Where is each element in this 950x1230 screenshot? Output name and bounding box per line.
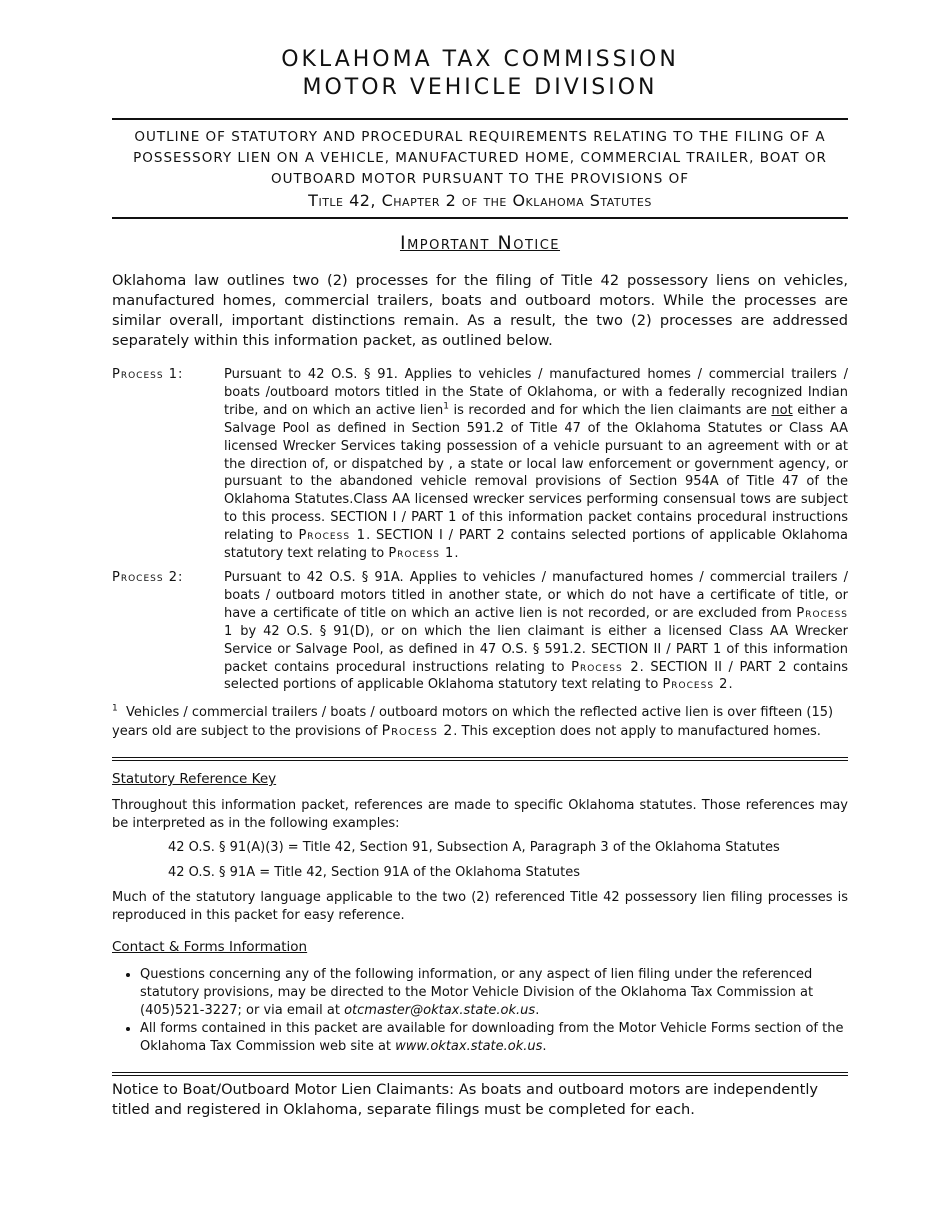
title-line-2: MOTOR VEHICLE DIVISION <box>302 75 658 100</box>
section-divider-1 <box>112 757 848 761</box>
intro-paragraph: Oklahoma law outlines two (2) processes for the filing of Title 42 possessory liens on vehicles, manufactured homes, commercial trailers, boats and outboard motors. While the processes are similar overall, important distinctions remain. As a result, the two (2) processes are addressed separately within this information packet, as outlined below. <box>112 272 848 349</box>
title-line-1: OKLAHOMA TAX COMMISSION <box>281 47 679 72</box>
statutory-key-heading: Statutory Reference Key <box>112 771 277 787</box>
email-link[interactable]: otcmaster@oktax.state.ok.us <box>344 1003 536 1018</box>
outline-heading <box>112 127 848 211</box>
process-2-label: Process 2: <box>112 570 184 585</box>
process-1-label: Process 1: <box>112 367 184 382</box>
example-1: 42 O.S. § 91(A)(3) = Title 42, Section 91, Subsection A, Paragraph 3 of the Oklahoma Statutes <box>168 840 780 855</box>
process-2 <box>112 569 848 694</box>
statutory-key-intro: Throughout this information packet, references are made to specific Oklahoma statutes. Those references may be interpreted as in the following examples: <box>112 798 848 831</box>
footnote-marker: 1 <box>443 401 449 412</box>
section-divider-2 <box>112 1072 848 1076</box>
outline-line-4: Title 42, Chapter 2 of the Oklahoma Statutes <box>308 191 652 210</box>
footnote-number: 1 <box>112 703 118 714</box>
process-1-text: Pursuant to 42 O.S. § 91. Applies to vehicles / manufactured homes / commercial trailers / boats /outboard motors titled in the State of Oklahoma, or with a federally recognized Indian tribe, and on which an active lien$^1$ is recorded and for which the lien claimants are not either a Salvage Pool as defined in Section 591.2 of Title 47 of the Oklahoma Statutes or Class AA licensed Wrecker Services taking possession of a vehicle pursuant to an agreement with or at the direction of, or dispatched by , a state or local law enforcement or government agency, or pursuant to the abandoned vehicle removal provisions of Section 954A of Title 47 of the Oklahoma Statutes.Class AA licensed wrecker services performing consensual tows are subject to this process. SECTION I / PART 1 of this information packet contains procedural instructions relating to Process 1. SECTION I / PART 2 contains selected portions of applicable Oklahoma statutory text relating to Process 1. <box>224 367 848 562</box>
statutory-key-closing: Much of the statutory language applicable to the two (2) referenced Title 42 possessory lien filing processes is reproduced in this packet for easy reference. <box>112 890 848 923</box>
footnote: $^1$ Vehicles / commercial trailers / boats / outboard motors on which the reflected active lien is over fifteen (15) years old are subject to the provisions of Process 2. This exception does not apply to manufactured homes. <box>112 703 834 739</box>
process-1 <box>112 366 848 563</box>
important-notice-heading: Important Notice <box>399 232 561 254</box>
outline-line-1: OUTLINE OF STATUTORY AND PROCEDURAL REQUIREMENTS RELATING TO THE FILING OF A <box>134 129 826 145</box>
contact-list <box>112 966 848 1056</box>
outline-line-3: OUTBOARD MOTOR PURSUANT TO THE PROVISIONS OF <box>270 171 690 187</box>
page-title <box>112 46 848 102</box>
contact-bullet-1: • Questions concerning any of the following information, or any aspect of lien filing under the referenced statutory provisions, may be directed to the Motor Vehicle Division of the Oklahoma Tax Commission at (405)521-3227; or via email at otcmaster@oktax.state.ok.us. <box>140 966 848 1020</box>
top-divider <box>112 118 848 120</box>
process-2-text: Pursuant to 42 O.S. § 91A. Applies to vehicles / manufactured homes / commercial trailers / boats / outboard motors titled in another state, or which do not have a certificate of title, or have a certificate of title on which an active lien is not recorded, or are excluded from Process 1 by 42 O.S. § 91(D), or on which the lien claimant is either a licensed Class AA Wrecker Service or Salvage Pool, as defined in 47 O.S. § 591.2. SECTION II / PART 1 of this information packet contains procedural instructions relating to Process 2. SECTION II / PART 2 contains selected portions of applicable Oklahoma statutory text relating to Process 2. <box>224 570 848 693</box>
outline-divider <box>112 217 848 219</box>
outline-line-2: POSSESSORY LIEN ON A VEHICLE, MANUFACTURED HOME, COMMERCIAL TRAILER, BOAT OR <box>133 150 827 166</box>
emphasis-not: not <box>771 402 793 418</box>
contact-heading: Contact & Forms Information <box>112 939 308 955</box>
example-2: 42 O.S. § 91A = Title 42, Section 91A of the Oklahoma Statutes <box>168 865 580 880</box>
website-link[interactable]: www.oktax.state.ok.us <box>395 1039 543 1054</box>
contact-bullet-2: • All forms contained in this packet are available for downloading from the Motor Vehicle Forms section of the Oklahoma Tax Commission web site at www.oktax.state.ok.us. <box>140 1020 848 1056</box>
boat-lien-notice: Notice to Boat/Outboard Motor Lien Claimants: As boats and outboard motors are independently titled and registered in Oklahoma, separate filings must be completed for each. <box>112 1081 819 1118</box>
